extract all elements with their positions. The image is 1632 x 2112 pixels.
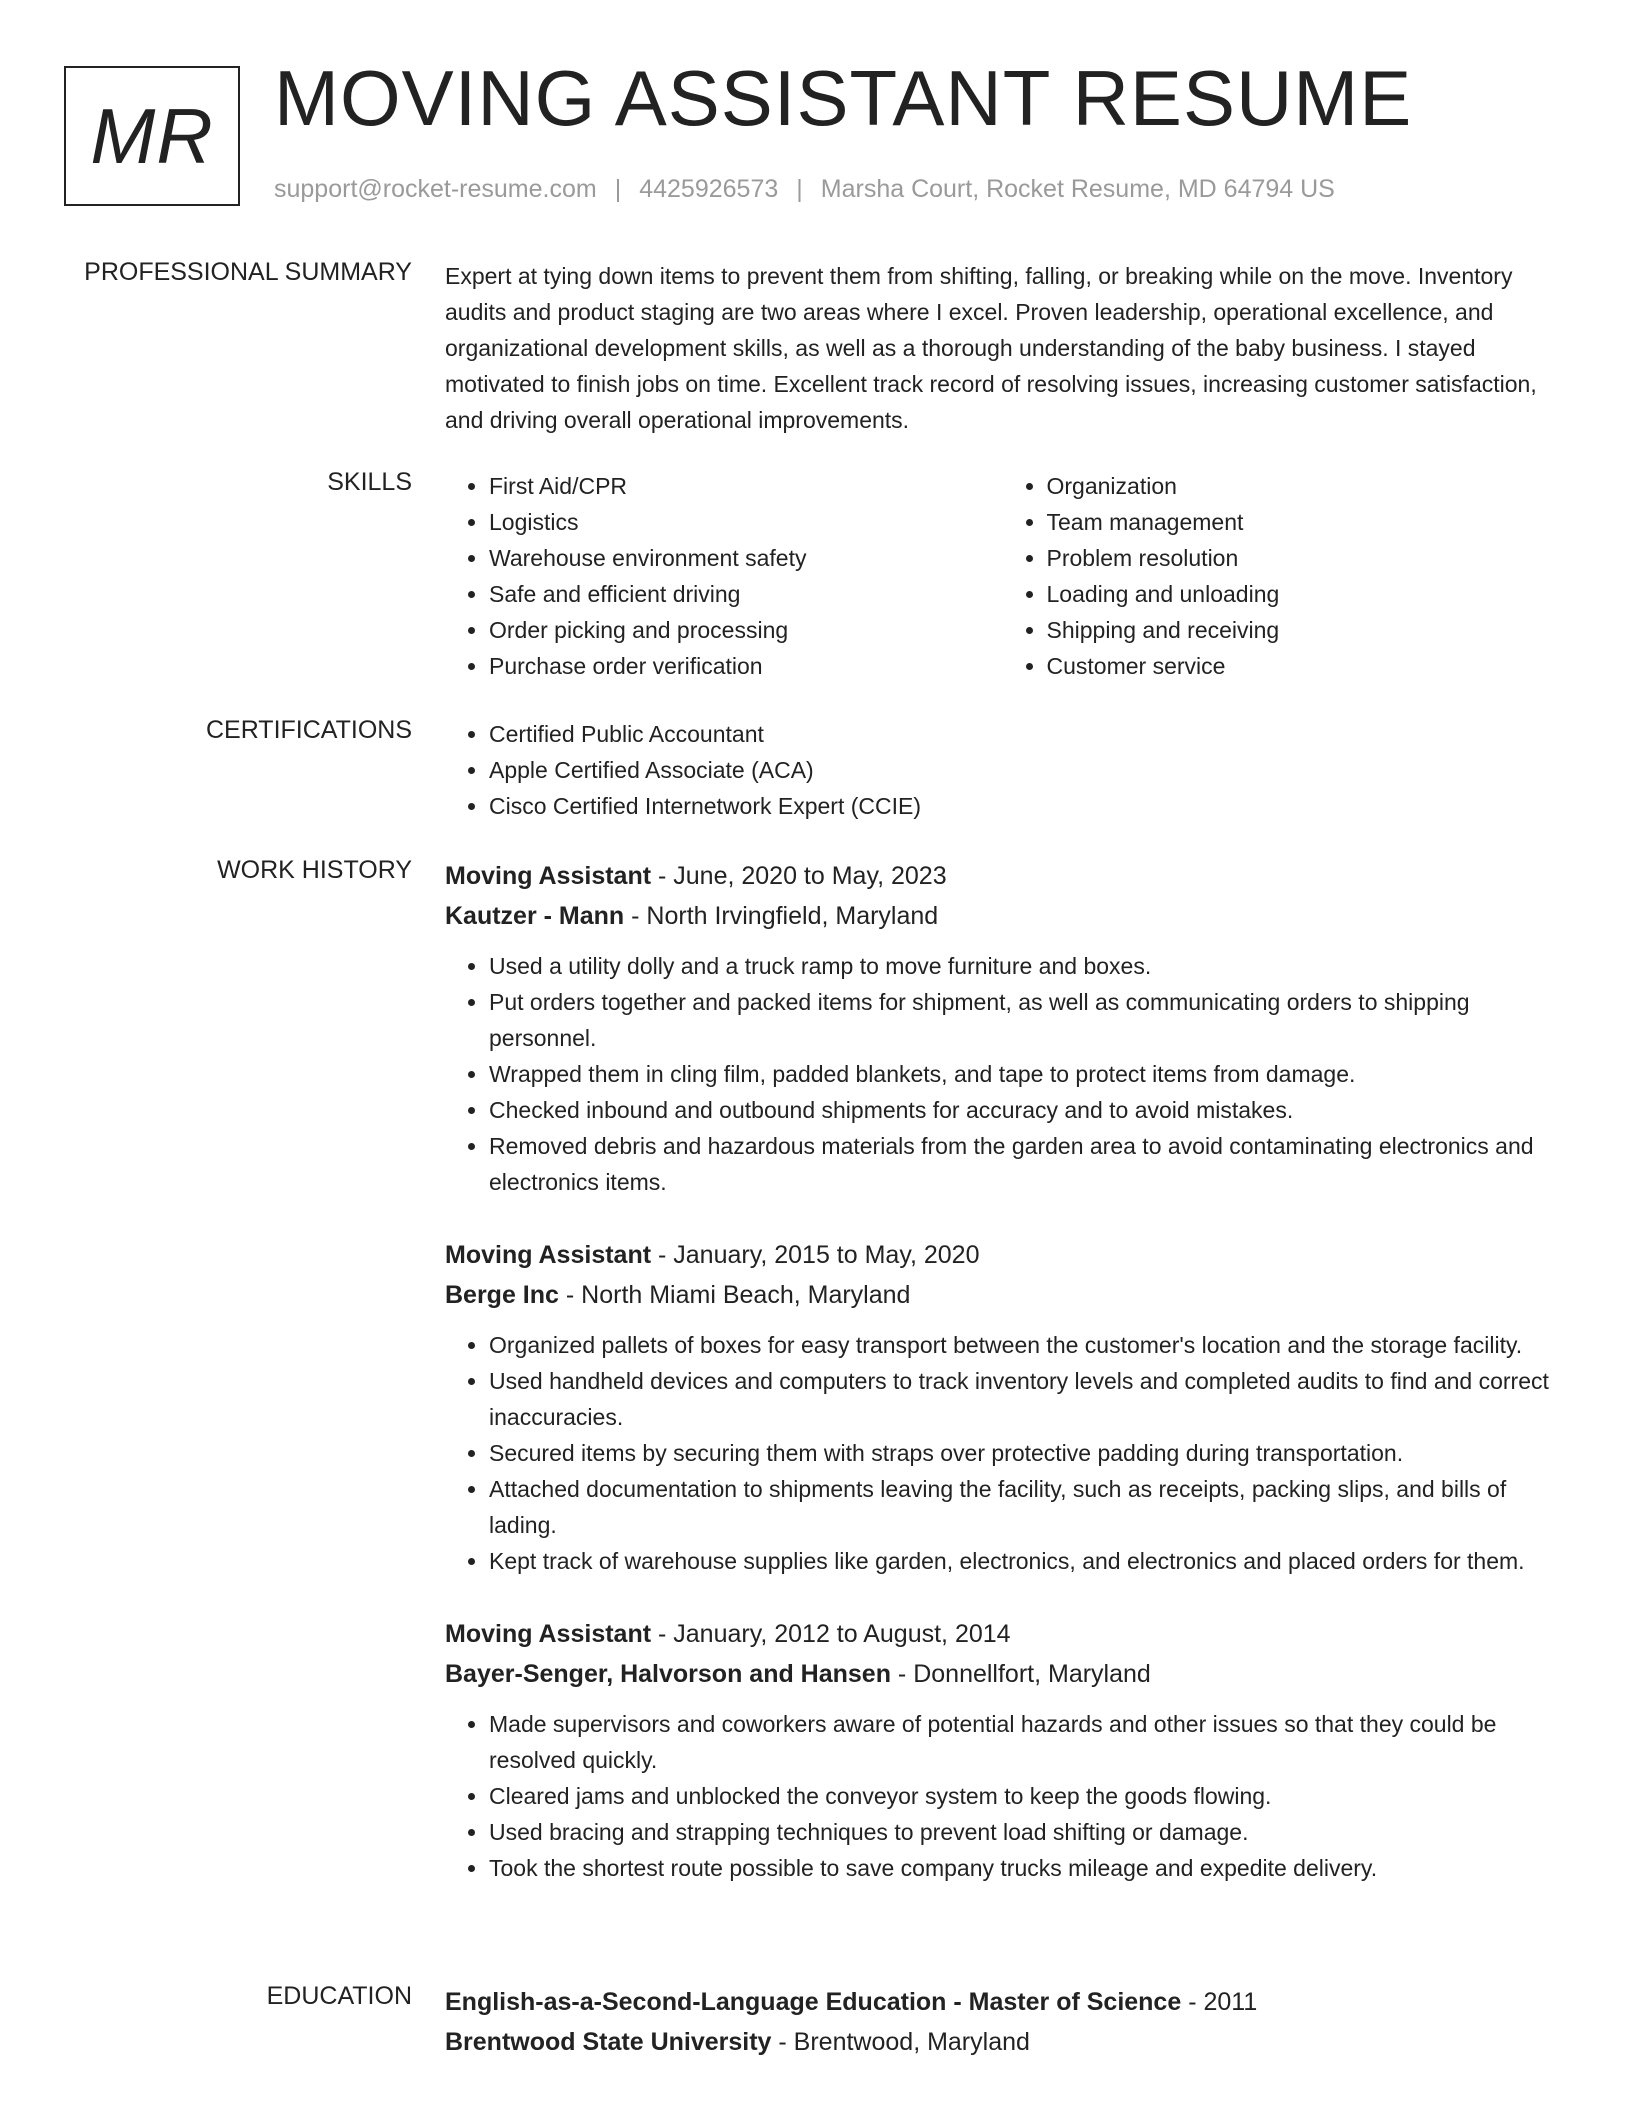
education-year: - 2011 xyxy=(1181,1988,1258,2016)
section-label-certifications: CERTIFICATIONS xyxy=(205,716,412,744)
job-bullet: • Attached documentation to shipments leaving the facility, such as receipts, packing slips, and bills of lading. xyxy=(489,1471,1560,1543)
summary-body xyxy=(445,258,1560,438)
job-dates: - June, 2020 to May, 2023 xyxy=(651,862,947,890)
section-label-education: EDUCATION xyxy=(266,1982,412,2010)
education-degree-line xyxy=(445,1982,1560,2022)
skills-body xyxy=(445,468,1560,684)
skill-item: • Organization xyxy=(1047,468,1561,504)
job-company-line xyxy=(445,1654,1560,1694)
job-bullet: • Secured items by securing them with straps over protective padding during transportation. xyxy=(489,1435,1560,1471)
section-label-skills: SKILLS xyxy=(327,468,412,496)
job-entry xyxy=(445,1614,1560,1886)
skill-item: • Team management xyxy=(1047,504,1561,540)
job-bullet: • Used handheld devices and computers to track inventory levels and completed audits to find and correct inaccuracies. xyxy=(489,1363,1560,1435)
job-bullet: • Used a utility dolly and a truck ramp to move furniture and boxes. xyxy=(489,948,1560,984)
job-company: Kautzer - Mann xyxy=(445,902,625,930)
skill-item: • Customer service xyxy=(1047,648,1561,684)
contact-address: Marsha Court, Rocket Resume, MD 64794 US xyxy=(820,175,1335,203)
skill-item: • Order picking and processing xyxy=(489,612,1003,648)
job-title-line xyxy=(445,1614,1560,1654)
contact-line xyxy=(274,175,1335,204)
job-location: - North Irvingfield, Maryland xyxy=(624,902,939,930)
job-bullet: • Organized pallets of boxes for easy transport between the customer's location and the storage facility. xyxy=(489,1327,1560,1363)
job-title-line xyxy=(445,856,1560,896)
resume-title: MOVING ASSISTANT RESUME xyxy=(274,54,1413,142)
skills-list-right xyxy=(1003,468,1561,684)
contact-email: support@rocket-resume.com xyxy=(274,175,597,203)
job-dates: - January, 2012 to August, 2014 xyxy=(651,1620,1011,1648)
job-bullet: • Kept track of warehouse supplies like garden, electronics, and electronics and placed orders for them. xyxy=(489,1543,1560,1579)
skill-item: • Purchase order verification xyxy=(489,648,1003,684)
job-company: Bayer-Senger, Halvorson and Hansen xyxy=(445,1660,891,1688)
job-location: - North Miami Beach, Maryland xyxy=(558,1281,911,1309)
job-company: Berge Inc xyxy=(445,1281,559,1309)
job-bullets xyxy=(445,1327,1560,1579)
certification-item: • Certified Public Accountant xyxy=(489,716,1560,752)
section-label-summary: PROFESSIONAL SUMMARY xyxy=(84,258,412,286)
certifications-body xyxy=(445,716,1560,824)
job-bullet: • Cleared jams and unblocked the conveyor system to keep the goods flowing. xyxy=(489,1778,1560,1814)
skill-item: • Shipping and receiving xyxy=(1047,612,1561,648)
skill-item: • Warehouse environment safety xyxy=(489,540,1003,576)
job-bullet: • Removed debris and hazardous materials from the garden area to avoid contaminating electronics and electronics items. xyxy=(489,1128,1560,1200)
section-label-work-history: WORK HISTORY xyxy=(217,856,412,884)
education-degree: English-as-a-Second-Language Education - Master of Science xyxy=(445,1988,1182,2016)
job-company-line xyxy=(445,1275,1560,1315)
contact-separator: | xyxy=(614,175,622,203)
education-school-line xyxy=(445,2022,1560,2062)
job-company-line xyxy=(445,896,1560,936)
contact-phone: 4425926573 xyxy=(639,175,779,203)
job-dates: - January, 2015 to May, 2020 xyxy=(651,1241,980,1269)
job-bullets xyxy=(445,1706,1560,1886)
monogram: MR xyxy=(64,66,240,206)
job-bullet: • Used bracing and strapping techniques to prevent load shifting or damage. xyxy=(489,1814,1560,1850)
skills-list-left xyxy=(445,468,1003,684)
job-bullets xyxy=(445,948,1560,1200)
education-location: - Brentwood, Maryland xyxy=(771,2028,1030,2056)
certifications-list xyxy=(445,716,1560,824)
skill-item: • First Aid/CPR xyxy=(489,468,1003,504)
certification-item: • Cisco Certified Internetwork Expert (CCIE) xyxy=(489,788,1560,824)
job-title: Moving Assistant xyxy=(445,862,652,890)
skill-item: • Safe and efficient driving xyxy=(489,576,1003,612)
job-bullet: • Put orders together and packed items for shipment, as well as communicating orders to shipping personnel. xyxy=(489,984,1560,1056)
education-school: Brentwood State University xyxy=(445,2028,772,2056)
skill-item: • Loading and unloading xyxy=(1047,576,1561,612)
skill-item: • Logistics xyxy=(489,504,1003,540)
job-bullet: • Took the shortest route possible to save company trucks mileage and expedite delivery. xyxy=(489,1850,1560,1886)
work-history-body xyxy=(445,856,1560,1886)
job-entry xyxy=(445,1235,1560,1579)
contact-separator: | xyxy=(796,175,803,203)
skill-item: • Problem resolution xyxy=(1047,540,1561,576)
certification-item: • Apple Certified Associate (ACA) xyxy=(489,752,1560,788)
job-title: Moving Assistant xyxy=(445,1241,652,1269)
job-title: Moving Assistant xyxy=(445,1620,652,1648)
job-entry xyxy=(445,856,1560,1200)
job-bullet: • Wrapped them in cling film, padded blankets, and tape to protect items from damage. xyxy=(489,1056,1560,1092)
job-bullet: • Checked inbound and outbound shipments for accuracy and to avoid mistakes. xyxy=(489,1092,1560,1128)
education-body xyxy=(445,1982,1560,2062)
job-bullet: • Made supervisors and coworkers aware of potential hazards and other issues so that they could be resolved quickly. xyxy=(489,1706,1560,1778)
job-title-line xyxy=(445,1235,1560,1275)
summary-text: Expert at tying down items to prevent them from shifting, falling, or breaking while on the move. Inventory audits and product staging are two areas where I excel. Proven leadership, operational excellence, and organizational development skills, as well as a thorough understanding of the baby business. I stayed motivated to finish jobs on time. Excellent track record of resolving issues, increasing customer satisfaction, and driving overall operational improvements. xyxy=(445,263,1537,433)
job-location: - Donnellfort, Maryland xyxy=(890,1660,1151,1688)
